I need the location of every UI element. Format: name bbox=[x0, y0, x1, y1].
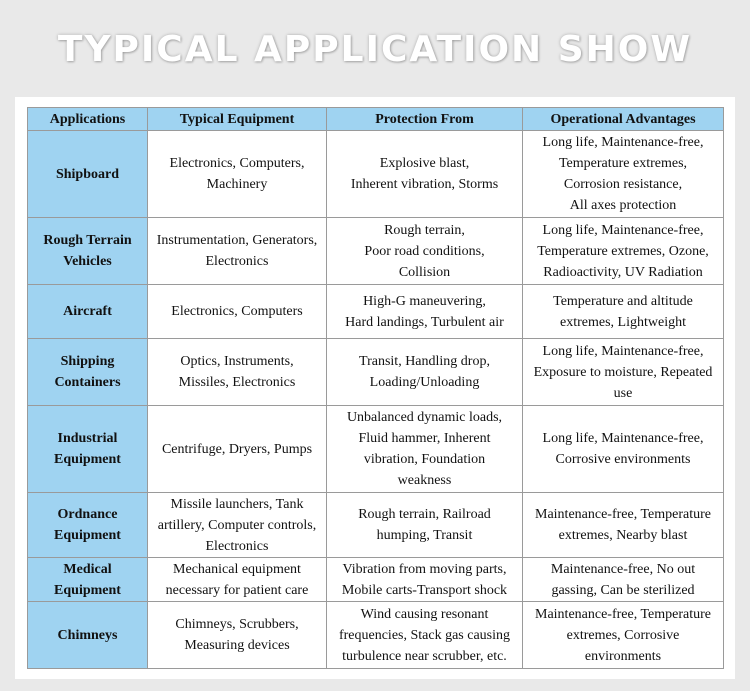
protection-cell: High-G maneuvering, Hard landings, Turbulent air bbox=[327, 285, 523, 339]
application-cell: Shipboard bbox=[28, 131, 148, 218]
protection-cell: Rough terrain, Poor road conditions, Collision bbox=[327, 218, 523, 285]
table-row bbox=[28, 339, 724, 406]
protection-cell: Transit, Handling drop, Loading/Unloading bbox=[327, 339, 523, 406]
application-cell: Medical Equipment bbox=[28, 558, 148, 602]
equipment-cell: Mechanical equipment necessary for patient care bbox=[148, 558, 327, 602]
equipment-cell: Centrifuge, Dryers, Pumps bbox=[148, 406, 327, 493]
equipment-cell: Chimneys, Scrubbers, Measuring devices bbox=[148, 602, 327, 669]
advantages-cell: Maintenance-free, No out gassing, Can be sterilized bbox=[523, 558, 724, 602]
table-row bbox=[28, 602, 724, 669]
application-cell: Shipping Containers bbox=[28, 339, 148, 406]
table-header-row bbox=[28, 108, 724, 131]
advantages-cell: Long life, Maintenance-free, Corrosive environments bbox=[523, 406, 724, 493]
table-row bbox=[28, 285, 724, 339]
header-typical-equipment: Typical Equipment bbox=[148, 108, 327, 131]
table-row bbox=[28, 218, 724, 285]
advantages-cell: Long life, Maintenance-free, Exposure to moisture, Repeated use bbox=[523, 339, 724, 406]
protection-cell: Vibration from moving parts, Mobile carts-Transport shock bbox=[327, 558, 523, 602]
advantages-cell: Long life, Maintenance-free, Temperature extremes, Ozone, Radioactivity, UV Radiation bbox=[523, 218, 724, 285]
advantages-cell: Long life, Maintenance-free, Temperature extremes, Corrosion resistance, All axes protection bbox=[523, 131, 724, 218]
application-cell: Aircraft bbox=[28, 285, 148, 339]
table-row bbox=[28, 131, 724, 218]
application-cell: Industrial Equipment bbox=[28, 406, 148, 493]
table-row bbox=[28, 493, 724, 558]
protection-cell: Unbalanced dynamic loads, Fluid hammer, Inherent vibration, Foundation weakness bbox=[327, 406, 523, 493]
advantages-cell: Temperature and altitude extremes, Lightweight bbox=[523, 285, 724, 339]
application-cell: Rough Terrain Vehicles bbox=[28, 218, 148, 285]
protection-cell: Explosive blast, Inherent vibration, Storms bbox=[327, 131, 523, 218]
equipment-cell: Electronics, Computers, Machinery bbox=[148, 131, 327, 218]
equipment-cell: Missile launchers, Tank artillery, Computer controls, Electronics bbox=[148, 493, 327, 558]
header-operational-advantages: Operational Advantages bbox=[523, 108, 724, 131]
equipment-cell: Instrumentation, Generators, Electronics bbox=[148, 218, 327, 285]
advantages-cell: Maintenance-free, Temperature extremes, Corrosive environments bbox=[523, 602, 724, 669]
application-cell: Chimneys bbox=[28, 602, 148, 669]
table-row bbox=[28, 558, 724, 602]
equipment-cell: Electronics, Computers bbox=[148, 285, 327, 339]
protection-cell: Rough terrain, Railroad humping, Transit bbox=[327, 493, 523, 558]
page-title: TYPICAL APPLICATION SHOW bbox=[57, 29, 693, 70]
header-protection-from: Protection From bbox=[327, 108, 523, 131]
advantages-cell: Maintenance-free, Temperature extremes, Nearby blast bbox=[523, 493, 724, 558]
header-applications: Applications bbox=[28, 108, 148, 131]
equipment-cell: Optics, Instruments, Missiles, Electronics bbox=[148, 339, 327, 406]
application-cell: Ordnance Equipment bbox=[28, 493, 148, 558]
table-row bbox=[28, 406, 724, 493]
applications-table bbox=[27, 107, 724, 669]
table-card bbox=[15, 97, 735, 679]
protection-cell: Wind causing resonant frequencies, Stack gas causing turbulence near scrubber, etc. bbox=[327, 602, 523, 669]
